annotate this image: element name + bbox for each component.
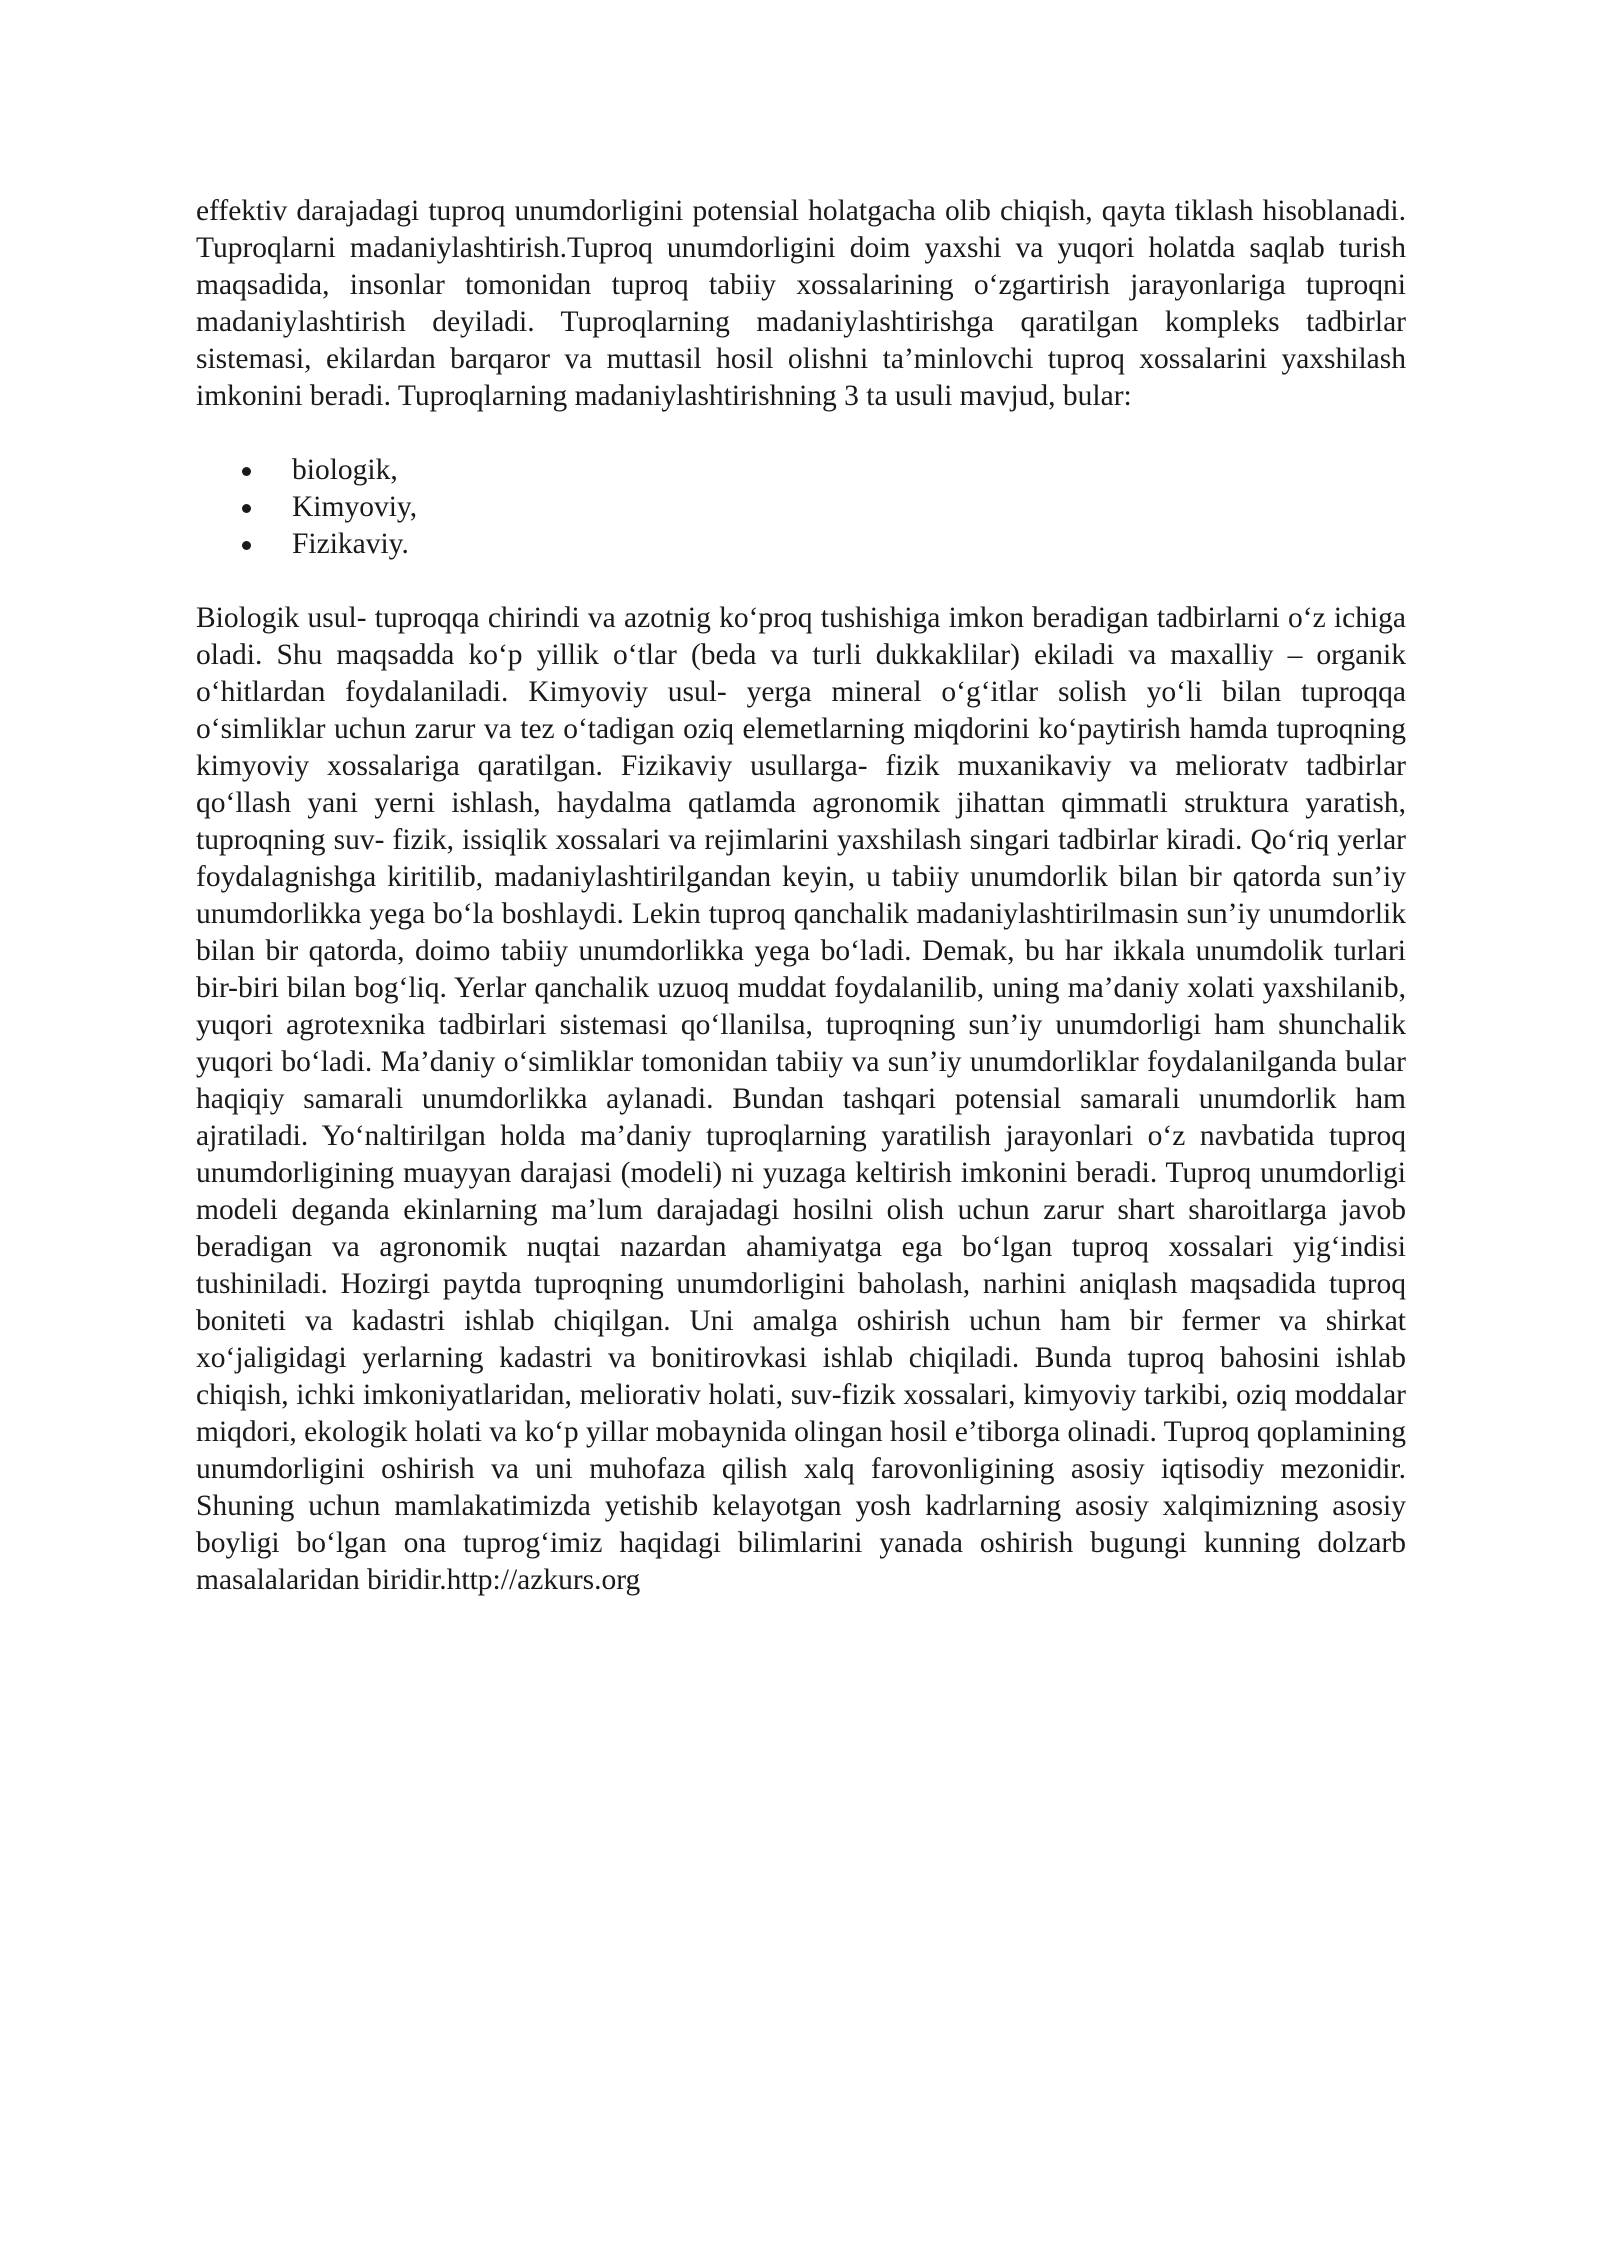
list-item bbox=[196, 526, 1406, 563]
document-page bbox=[196, 193, 1406, 1599]
bullet-icon bbox=[242, 467, 251, 476]
methods-list bbox=[196, 452, 1406, 563]
bullet-icon bbox=[242, 541, 251, 550]
list-item-text: Fizikaviy. bbox=[292, 528, 409, 560]
list-item-text: Kimyoviy, bbox=[292, 491, 418, 523]
bullet-icon bbox=[242, 504, 251, 513]
list-item bbox=[196, 452, 1406, 489]
list-item-text: biologik, bbox=[292, 454, 398, 486]
main-paragraph: Biologik usul- tuproqqa chirindi va azotnig ko‘proq tushishiga imkon beradigan tadbirlarni o‘z ichiga oladi. Shu maqsadda ko‘p yillik o‘tlar (beda va turli dukkaklilar) ekiladi va maxalliy – organik o‘hitlardan foydalaniladi. Kimyoviy usul- yerga mineral o‘g‘itlar solish yo‘li bilan tuproqqa o‘simliklar uchun zarur va tez o‘tadigan oziq elemetlarning miqdorini ko‘paytirish hamda tuproqning kimyoviy xossalariga qaratilgan. Fizikaviy usullarga- fizik muxanikaviy va melioratv tadbirlar qo‘llash yani yerni ishlash, haydalma qatlamda agronomik jihattan qimmatli struktura yaratish, tuproqning suv- fizik, issiqlik xossalari va rejimlarini yaxshilash singari tadbirlar kiradi. Qo‘riq yerlar foydalagnishga kiritilib, madaniylashtirilgandan keyin, u tabiiy unumdorlik bilan bir qatorda sun’iy unumdorlikka yega bo‘la boshlaydi. Lekin tuproq qanchalik madaniylashtirilmasin sun’iy unumdorlik bilan bir qatorda, doimo tabiiy unumdorlikka yega bo‘ladi. Demak, bu har ikkala unumdolik turlari bir-biri bilan bog‘liq. Yerlar qanchalik uzuoq muddat foydalanilib, uning ma’daniy xolati yaxshilanib, yuqori agrotexnika tadbirlari sistemasi qo‘llanilsa, tuproqning sun’iy unumdorligi ham shunchalik yuqori bo‘ladi. Ma’daniy o‘simliklar tomonidan tabiiy va sun’iy unumdorliklar foydalanilganda bular haqiqiy samarali unumdorlikka aylanadi. Bundan tashqari potensial samarali unumdorlik ham ajratiladi. Yo‘naltirilgan holda ma’daniy tuproqlarning yaratilish jarayonlari o‘z navbatida tuproq unumdorligining muayyan darajasi (modeli) ni yuzaga keltirish imkonini beradi. Tuproq unumdorligi modeli deganda ekinlarning ma’lum darajadagi hosilni olish uchun zarur shart sharoitlarga javob beradigan va agronomik nuqtai nazardan ahamiyatga ega bo‘lgan tuproq xossalari yig‘indisi tushiniladi. Hozirgi paytda tuproqning unumdorligini baholash, narhini aniqlash maqsadida tuproq boniteti va kadastri ishlab chiqilgan. Uni amalga oshirish uchun ham bir fermer va shirkat xo‘jaligidagi yerlarning kadastri va bonitirovkasi ishlab chiqiladi. Bunda tuproq bahosini ishlab chiqish, ichki imkoniyatlaridan, meliorativ holati, suv-fizik xossalari, kimyoviy tarkibi, oziq moddalar miqdori, ekologik holati va ko‘p yillar mobaynida olingan hosil e’tiborga olinadi. Tuproq qoplamining unumdorligini oshirish va uni muhofaza qilish xalq farovonligining asosiy iqtisodiy mezonidir. Shuning uchun mamlakatimizda yetishib kelayotgan yosh kadrlarning asosiy xalqimizning asosiy boyligi bo‘lgan ona tuprog‘imiz haqidagi bilimlarini yanada oshirish bugungi kunning dolzarb masalalaridan biridir.http://azkurs.org bbox=[196, 602, 1406, 1596]
intro-paragraph: effektiv darajadagi tuproq unumdorligini potensial holatgacha olib chiqish, qayta tiklash hisoblanadi. Tuproqlarni madaniylashtirish.Tuproq unumdorligini doim yaxshi va yuqori holatda saqlab turish maqsadida, insonlar tomonidan tuproq tabiiy xossalarining o‘zgartirish jarayonlariga tuproqni madaniylashtirish deyiladi. Tuproqlarning madaniylashtirishga qaratilgan kompleks tadbirlar sistemasi, ekilardan barqaror va muttasil hosil olishni ta’minlovchi tuproq xossalarini yaxshilash imkonini beradi. Tuproqlarning madaniylashtirishning 3 ta usuli mavjud, bular: bbox=[196, 195, 1406, 412]
list-item bbox=[196, 489, 1406, 526]
